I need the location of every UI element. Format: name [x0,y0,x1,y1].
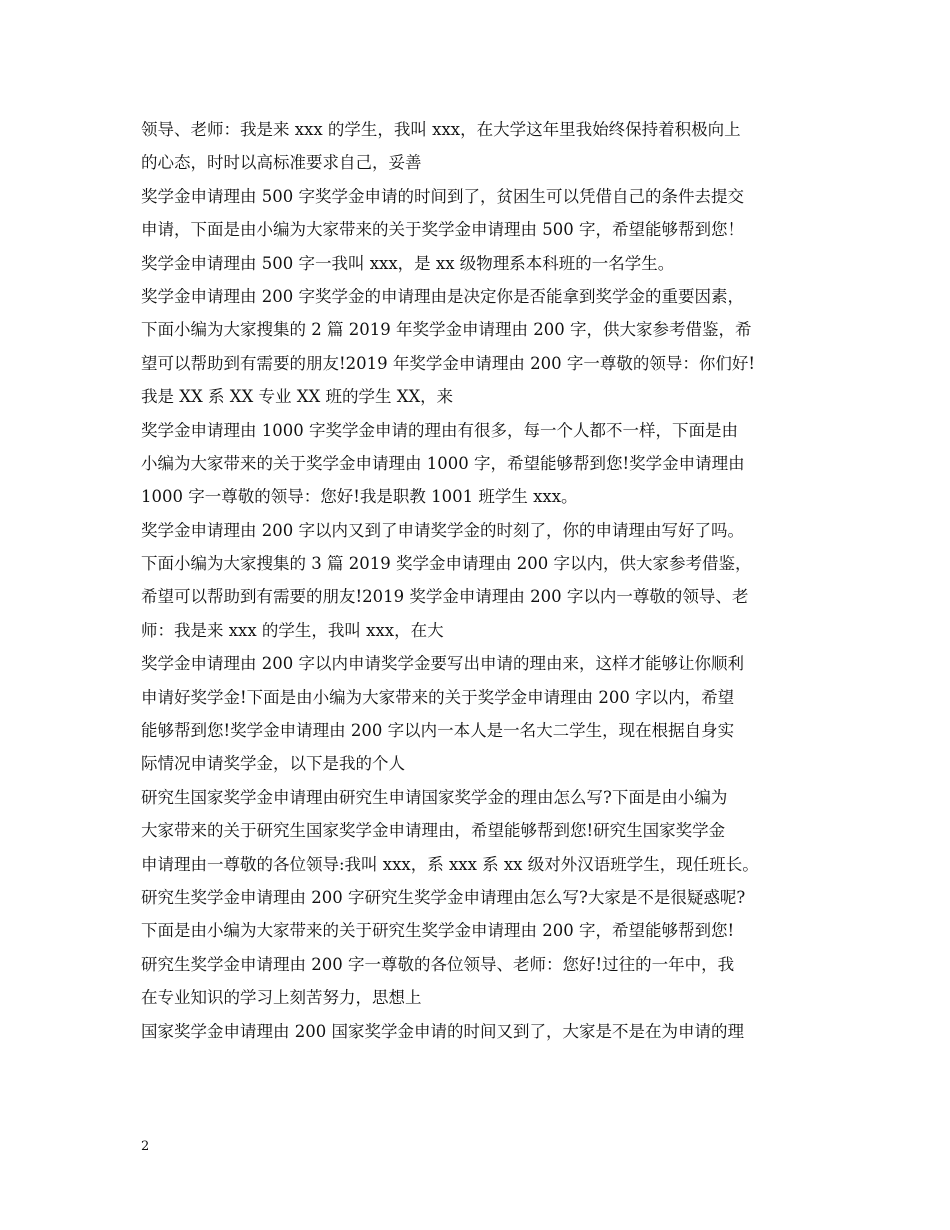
text-line: 师：我是来 xxx 的学生，我叫 xxx，在大 [141,620,444,640]
text-line: 小编为大家带来的关于奖学金申请理由 1000 字，希望能够帮到您!奖学金申请理由 [141,453,745,473]
text-line: 奖学金申请理由 1000 字奖学金申请的理由有很多，每一个人都不一样，下面是由 [141,420,738,440]
text-line: 申请，下面是由小编为大家带来的关于奖学金申请理由 500 字，希望能够帮到您！ [141,220,744,240]
text-line: 大家带来的关于研究生国家奖学金申请理由，希望能够帮到您!研究生国家奖学金 [141,821,726,841]
text-line: 能够帮到您!奖学金申请理由 200 字以内一本人是一名大二学生，现在根据自身实 [141,721,735,741]
text-line: 在专业知识的学习上刻苦努力，思想上 [141,988,422,1008]
text-line: 际情况申请奖学金，以下是我的个人 [141,754,405,774]
text-line: 的心态，时时以高标准要求自己，妥善 [141,153,422,173]
text-line: 我是 XX 系 XX 专业 XX 班的学生 XX，来 [141,387,454,407]
text-line: 申请理由一尊敬的各位领导:我叫 xxx，系 xxx 系 xx 级对外汉语班学生，现任班长。 [141,854,759,874]
text-line: 研究生国家奖学金申请理由研究生申请国家奖学金的理由怎么写?下面是由小编为 [141,787,728,807]
text-line: 1000 字一尊敬的领导：您好!我是职教 1001 班学生 xxx。 [141,487,578,507]
text-line: 希望可以帮助到有需要的朋友!2019 奖学金申请理由 200 字以内一尊敬的领导、老 [141,587,749,607]
text-line: 研究生奖学金申请理由 200 字一尊敬的各位领导、老师：您好!过往的一年中，我 [141,954,735,974]
text-line: 下面是由小编为大家带来的关于研究生奖学金申请理由 200 字，希望能够帮到您! [141,921,735,941]
document-body [141,113,816,1048]
text-line: 奖学金申请理由 500 字一我叫 xxx，是 xx 级物理系本科班的一名学生。 [141,253,675,273]
text-line: 奖学金申请理由 200 字以内申请奖学金要写出申请的理由来，这样才能够让你顺利 [141,654,744,674]
text-line: 领导、老师：我是来 xxx 的学生，我叫 xxx，在大学这年里我始终保持着积极向上 [141,120,741,139]
text-line: 下面小编为大家搜集的 2 篇 2019 年奖学金申请理由 200 字，供大家参考借鉴，希 [141,320,752,340]
page-number: 2 [141,1139,150,1154]
text-line: 望可以帮助到有需要的朋友!2019 年奖学金申请理由 200 字一尊敬的领导：你们好! [141,353,755,373]
text-line: 奖学金申请理由 200 字以内又到了申请奖学金的时刻了，你的申请理由写好了吗。 [141,520,744,540]
text-line: 奖学金申请理由 500 字奖学金申请的时间到了，贫困生可以凭借自己的条件去提交 [141,186,744,206]
text-line: 研究生奖学金申请理由 200 字研究生奖学金申请理由怎么写?大家是不是很疑惑呢? [141,887,746,907]
text-line: 下面小编为大家搜集的 3 篇 2019 奖学金申请理由 200 字以内，供大家参考借鉴， [141,554,752,574]
text-line: 奖学金申请理由 200 字奖学金的申请理由是决定你是否能拿到奖学金的重要因素， [141,286,744,306]
text-line: 国家奖学金申请理由 200 国家奖学金申请的时间又到了，大家是不是在为申请的理 [141,1021,744,1041]
text-line: 申请好奖学金!下面是由小编为大家带来的关于奖学金申请理由 200 字以内，希望 [141,687,735,707]
